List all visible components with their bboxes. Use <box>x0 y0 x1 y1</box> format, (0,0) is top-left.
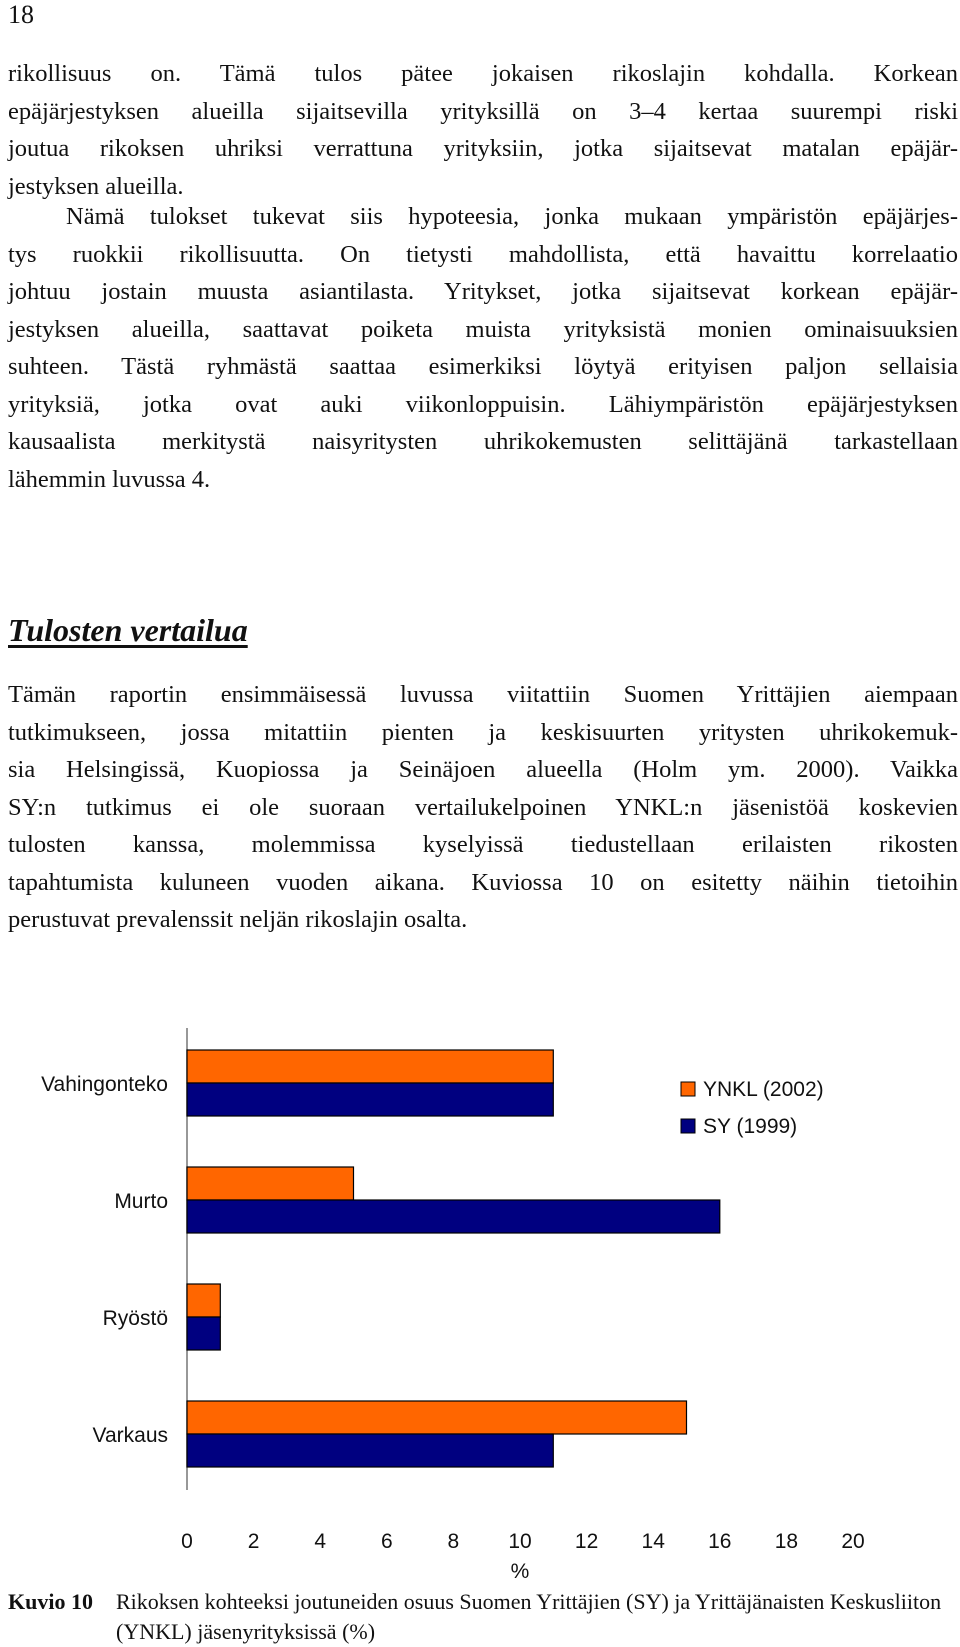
legend-swatch-ynkl <box>681 1082 695 1096</box>
category-label: Vahingonteko <box>41 1073 168 1096</box>
x-tick-label: 8 <box>447 1530 460 1553</box>
bar-ynkl-varkaus <box>187 1401 687 1434</box>
paragraph-2 <box>8 198 958 498</box>
text-line: Tämän raportin ensimmäisessä luvussa viitattiin Suomen Yrittäjien aiempaan <box>8 681 958 708</box>
text-line: jestyksen alueilla, saattavat poiketa muista yrityksistä monien ominaisuuksien <box>8 315 958 343</box>
x-tick-label: 6 <box>380 1530 393 1553</box>
x-tick-label: 20 <box>841 1530 865 1553</box>
text-line: rikollisuus on. Tämä tulos pätee jokaisen rikoslajin kohdalla. Korkean <box>8 60 958 87</box>
x-tick-label: 14 <box>641 1530 665 1553</box>
text-line: tulosten kanssa, molemmissa kyselyissä tiedustellaan erilaisten rikosten <box>8 831 958 858</box>
text-line: lähemmin luvussa 4. <box>8 465 211 493</box>
page-number: 18 <box>8 0 34 29</box>
bar-ynkl-vahingonteko <box>187 1050 553 1083</box>
x-tick-label: 16 <box>708 1530 732 1553</box>
text-line: jestyksen alueilla. <box>8 172 184 200</box>
x-tick-label: 0 <box>181 1530 193 1553</box>
text-line: sia Helsingissä, Kuopiossa ja Seinäjoen alueella (Holm ym. 2000). Vaikka <box>8 756 958 783</box>
legend-label: SY (1999) <box>703 1115 798 1138</box>
bar-sy-ryöstö <box>187 1317 220 1350</box>
caption-text: Rikoksen kohteeksi joutuneiden osuus Suomen Yrittäjien (SY) ja Yrittäjänaisten Keskusliiton (YNKL) jäsenyrityksissä (%) <box>116 1589 942 1644</box>
paragraph-1 <box>8 55 958 205</box>
text-line: tys ruokkii rikollisuutta. On tietysti mahdollista, että havaittu korrelaatio <box>8 240 958 268</box>
caption-label: Kuvio 10 <box>8 1589 93 1614</box>
bar-sy-vahingonteko <box>187 1083 553 1116</box>
paragraph-3 <box>8 676 958 939</box>
text-line: SY:n tutkimus ei ole suoraan vertailukelpoinen YNKL:n jäsenistöä koskevien <box>8 793 958 821</box>
text-line: kausaalista merkitystä naisyritysten uhrikokemusten selittäjänä tarkastellaan <box>8 428 958 455</box>
bar-chart <box>0 1020 960 1580</box>
bar-sy-varkaus <box>187 1434 553 1467</box>
text-line: tapahtumista kuluneen vuoden aikana. Kuviossa 10 on esitetty näihin tietoihin <box>8 868 958 896</box>
bar-ynkl-ryöstö <box>187 1284 220 1317</box>
category-label: Murto <box>114 1190 168 1213</box>
text-line: epäjärjestyksen alueilla sijaitsevilla yrityksillä on 3–4 kertaa suurempi riski <box>8 97 958 125</box>
section-title: Tulosten vertailua <box>8 612 248 648</box>
x-tick-label: 2 <box>247 1530 260 1553</box>
text-line: yrityksiä, jotka ovat auki viikonloppuisin. Lähiympäristön epäjärjestyksen <box>8 390 958 418</box>
legend-swatch-sy <box>681 1119 695 1133</box>
x-tick-label: 12 <box>574 1530 599 1553</box>
bar-sy-murto <box>187 1200 720 1233</box>
x-axis-label: % <box>510 1560 530 1580</box>
x-tick-label: 10 <box>508 1530 532 1553</box>
text-line: perustuvat prevalenssit neljän rikoslajin osalta. <box>8 906 468 933</box>
x-tick-label: 18 <box>774 1530 799 1553</box>
category-label: Ryöstö <box>102 1307 168 1330</box>
x-tick-label: 4 <box>314 1530 327 1553</box>
text-line: joutua rikoksen uhriksi verrattuna yrityksiin, jotka sijaitsevat matalan epäjär- <box>8 135 958 162</box>
text-line: suhteen. Tästä ryhmästä saattaa esimerkiksi löytyä erityisen paljon sellaisia <box>8 353 958 380</box>
bar-ynkl-murto <box>187 1167 354 1200</box>
text-line: johtuu jostain muusta asiantilasta. Yritykset, jotka sijaitsevat korkean epäjär- <box>8 278 958 305</box>
text-line: tutkimukseen, jossa mitattiin pienten ja keskisuurten yritysten uhrikokemuk- <box>8 718 958 746</box>
text-line: Nämä tulokset tukevat siis hypoteesia, jonka mukaan ympäristön epäjärjes- <box>66 203 958 230</box>
category-label: Varkaus <box>92 1424 168 1447</box>
legend-label: YNKL (2002) <box>703 1078 824 1101</box>
